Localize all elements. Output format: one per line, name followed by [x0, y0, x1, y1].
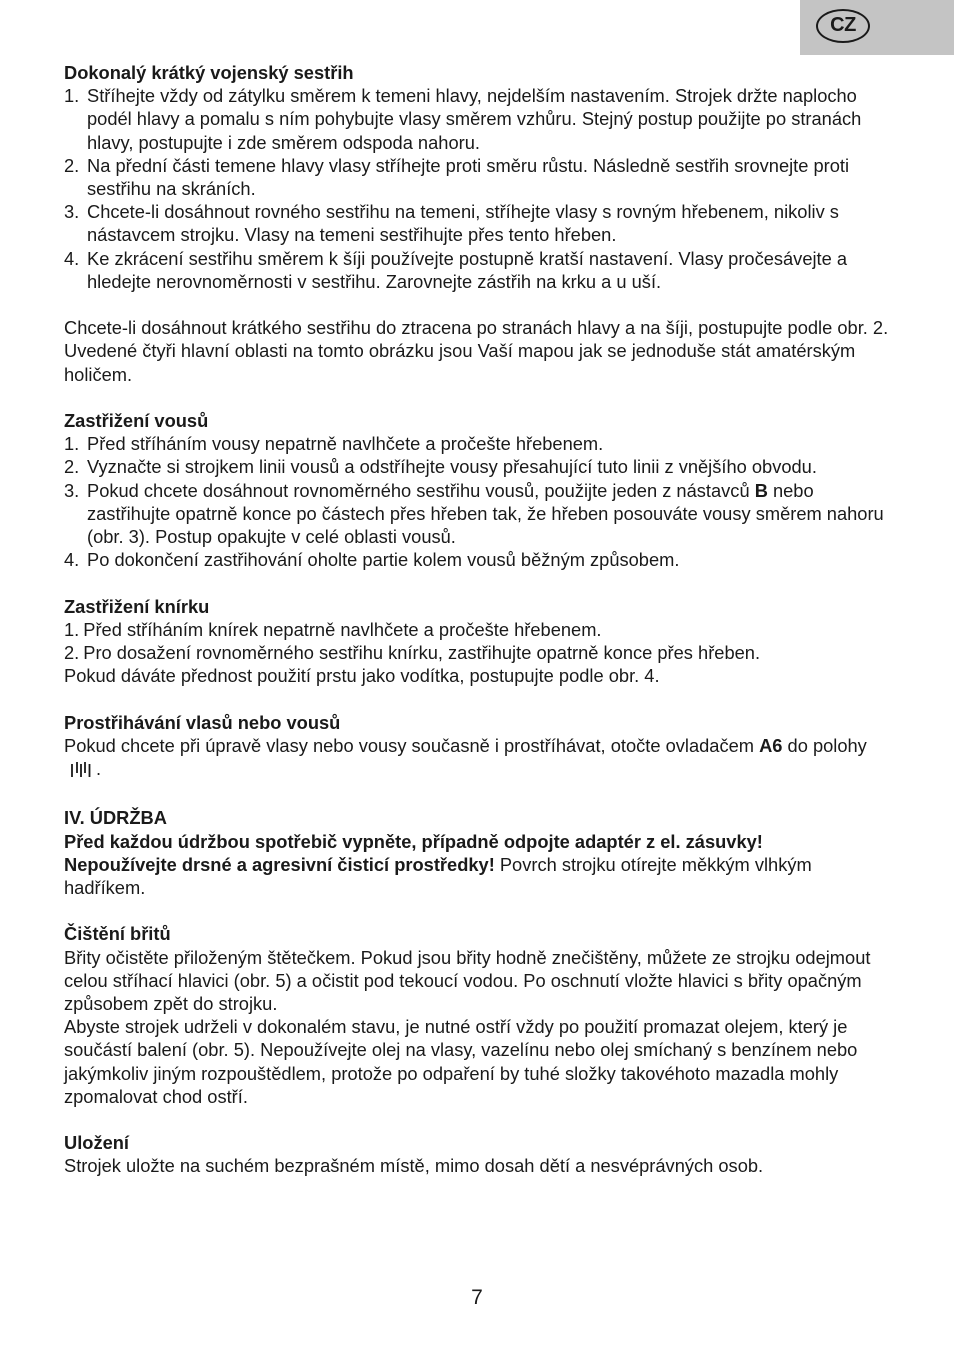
document-body: [64, 61, 894, 1178]
section-title: Zastřižení knírku: [64, 595, 210, 617]
thinning-comb-icon: [70, 760, 92, 783]
page-number: 7: [471, 1286, 483, 1309]
section-text: Pokud chcete při úpravě vlasy nebo vousy současně i prostříhávat, otočte ovladačem A6 do polohy.: [64, 734, 894, 783]
language-tab: [800, 0, 954, 55]
list-item: 1. Před stříháním knírek nepatrně navlhčete a pročešte hřebenem.: [64, 618, 602, 640]
section-mustache: [64, 595, 894, 688]
section-note: Pokud dáváte přednost použití prstu jako vodítka, postupujte podle obr. 4.: [64, 665, 660, 687]
section-text: Strojek uložte na suchém bezprašném místě, mimo dosah dětí a nesvéprávných osob.: [64, 1155, 764, 1177]
section-title: Dokonalý krátký vojenský sestřih: [64, 62, 354, 83]
section-note: Chcete-li dosáhnout krátkého sestřihu do ztracena po stranách hlavy a na šíji, postupujte podle obr. 2. Uvedené čtyři hlavní oblasti na tomto obrázku jsou Vaší mapou jak se jednoduše stát amatérským holičem.: [64, 317, 889, 385]
instruction-list: [64, 618, 894, 664]
section-text: Nepoužívejte drsné a agresivní čisticí prostředky! Povrch strojku otírejte měkkým vlhkým hadříkem.: [64, 853, 812, 899]
section-title: IV. ÚDRŽBA: [64, 807, 167, 829]
section-storage: [64, 1131, 894, 1177]
list-item: 3. Chcete-li dosáhnout rovného sestřihu na temeni, stříhejte vlasy s rovným hřebenem, nikoliv s nástavcem strojku. Vlasy na temeni sestřihujte přes tento hřeben.: [64, 201, 839, 246]
section-beard: [64, 409, 894, 571]
list-item: 3. Pokud chcete dosáhnout rovnoměrného sestřihu vousů, použijte jeden z nástavců B nebo zastřihujte opatrně konce po částech přes hřeben tak, že hřeben posouváte vousy směrem nahoru (obr. 3). Postup opakujte v celé oblasti vousů.: [64, 479, 884, 548]
section-title: Zastřižení vousů: [64, 410, 209, 432]
section-title: Čištění břitů: [64, 923, 171, 945]
section-thinning: [64, 711, 894, 784]
section-maintenance: [64, 806, 894, 899]
list-item: 1. Před stříháním vousy nepatrně navlhčete a pročešte hřebenem.: [64, 433, 604, 455]
maintenance-warning: Před každou údržbou spotřebič vypněte, případně odpojte adaptér z el. zásuvky!: [64, 830, 763, 852]
language-badge: CZ: [816, 9, 870, 43]
section-military-cut: [64, 61, 894, 386]
list-item: 4. Po dokončení zastřihování oholte partie kolem vousů běžným způsobem.: [64, 549, 680, 571]
instruction-list: [64, 432, 894, 571]
list-item: 2. Vyznačte si strojkem linii vousů a odstříhejte vousy přesahující tuto linii z vnějšího obvodu.: [64, 456, 817, 478]
list-item: 2. Pro dosažení rovnoměrného sestřihu knírku, zastřihujte opatrně konce přes hřeben.: [64, 642, 761, 664]
section-title: Uložení: [64, 1132, 130, 1154]
instruction-list: [64, 84, 894, 293]
list-item: 1. Stříhejte vždy od zátylku směrem k temeni hlavy, nejdelším nastavením. Strojek držte naplocho podél hlavy a pomalu s ním pohybujte vlasy směrem vzhůru. Stejný postup použijte po stranách hlavy, postupujte i zde směrem odspoda nahoru.: [64, 85, 862, 153]
section-text: Abyste strojek udrželi v dokonalém stavu, je nutné ostří vždy po použití promazat olejem, který je součástí balení (obr. 5). Nepoužívejte olej na vlasy, vazelínu nebo olej smíchaný s benzínem nebo jakýmkoliv jiným rozpouštědlem, protože po odpaření by tuhé složky takovéhoto mazadla mohly zpomalovat chod ostří.: [64, 1016, 858, 1107]
section-title: Prostřihávání vlasů nebo vousů: [64, 711, 341, 733]
section-cleaning: [64, 922, 894, 1108]
list-item: 2. Na přední části temene hlavy vlasy stříhejte proti směru růstu. Následně sestřih srovnejte proti sestřihu na skráních.: [64, 154, 850, 200]
section-text: Břity očistěte přiloženým štětečkem. Pokud jsou břity hodně znečištěny, můžete ze strojku odejmout celou stříhací hlavici (obr. 5) a očistit pod tekoucí vodou. Po oschnutí vložte hlavici s břity opačným způsobem zpět do strojku.: [64, 946, 871, 1015]
list-item: 4. Ke zkrácení sestřihu směrem k šíji používejte postupně kratší nastavení. Vlasy pročesávejte a hledejte nerovnoměrnosti v sestřihu. Zarovnejte zástřih na krku a u uší.: [64, 247, 848, 292]
